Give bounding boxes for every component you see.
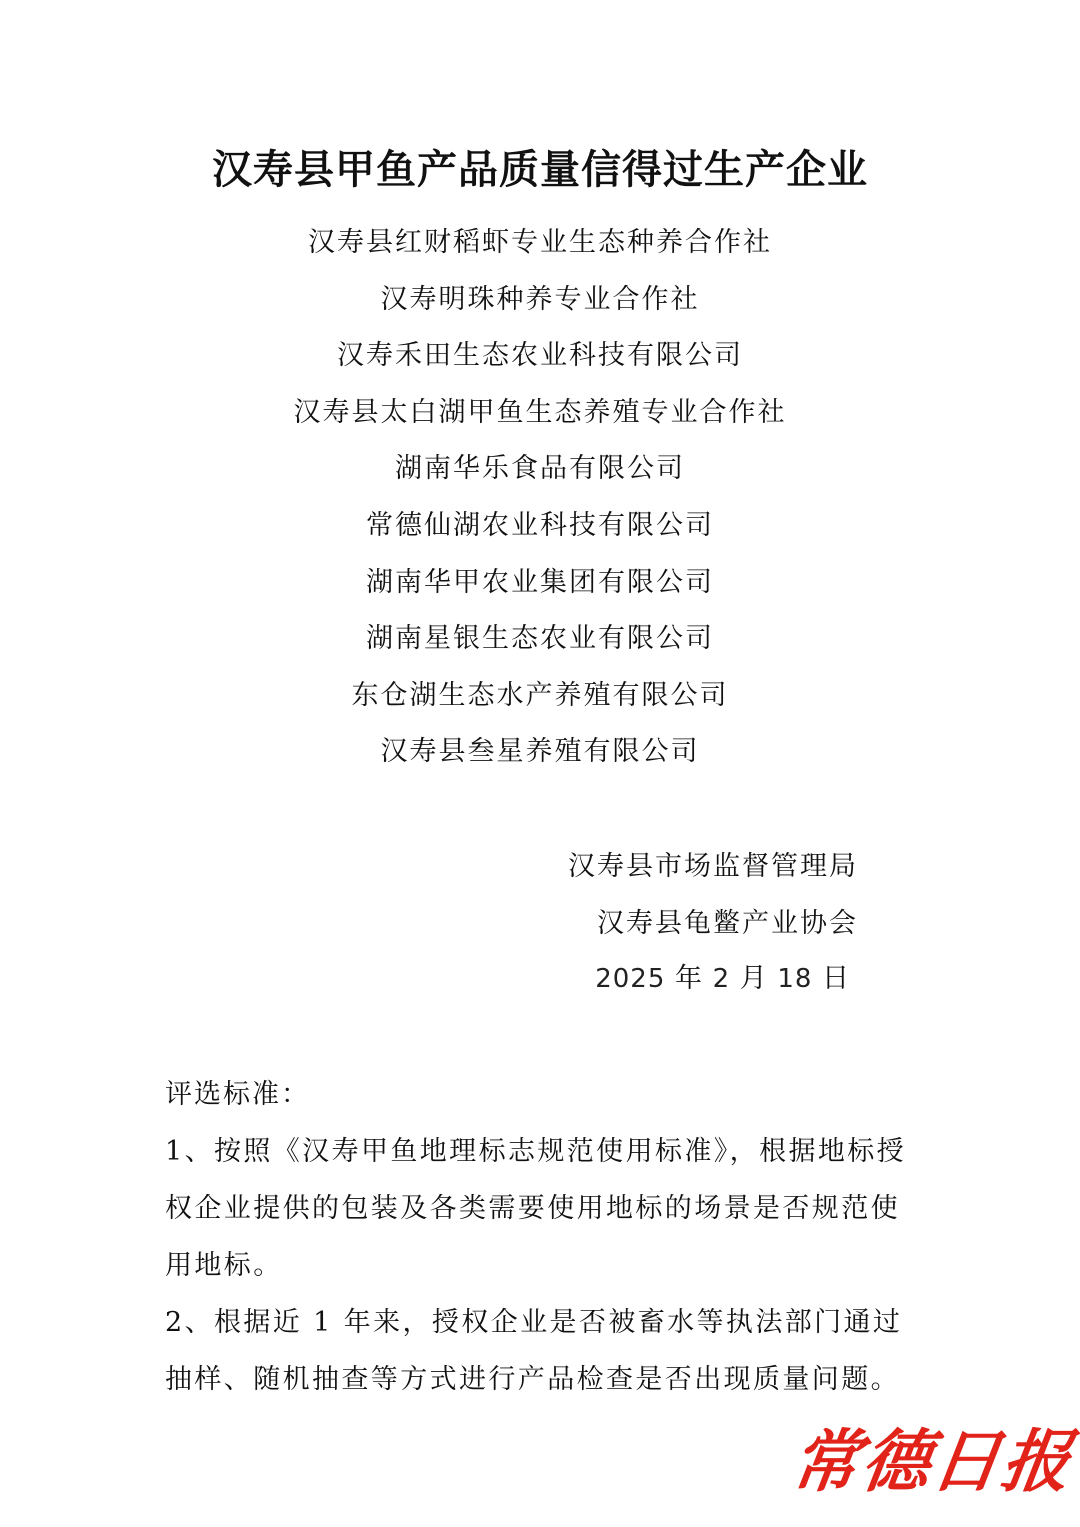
company-item: 汉寿明珠种养专业合作社 <box>380 283 700 315</box>
issuer-block <box>568 838 858 952</box>
company-item: 湖南星银生态农业有限公司 <box>366 623 714 655</box>
selection-criteria <box>165 1066 920 1408</box>
changde-daily-logo <box>786 1412 1078 1512</box>
company-item: 汉寿禾田生态农业科技有限公司 <box>337 340 743 372</box>
company-item: 湖南华甲农业集团有限公司 <box>366 566 714 598</box>
issuer-market-regulation: 汉寿县市场监督管理局 <box>568 851 858 882</box>
issuer-turtle-association: 汉寿县龟鳖产业协会 <box>597 908 858 939</box>
date-month-unit: 月 <box>739 963 768 994</box>
logo-text: 常德日报 <box>786 1422 1078 1502</box>
company-item: 湖南华乐食品有限公司 <box>395 453 685 485</box>
company-item: 汉寿县红财稻虾专业生态种养合作社 <box>308 227 772 258</box>
criteria-item: 1、按照《汉寿甲鱼地理标志规范使用标准》，根据地标授权企业提供的包装及各类需要使用地标的场景是否规范使用地标。 <box>165 1136 907 1281</box>
company-item: 汉寿县叁星养殖有限公司 <box>380 736 700 768</box>
date-year: 2025 <box>595 964 666 994</box>
company-item: 东仓湖生态水产养殖有限公司 <box>351 679 729 711</box>
criteria-item: 2、根据近 1 年来，授权企业是否被畜水等执法部门通过抽样、随机抽查等方式进行产品检查是否出现质量问题。 <box>165 1307 903 1395</box>
date-day-unit: 日 <box>822 963 850 994</box>
document-title: 汉寿县甲鱼产品质量信得过生产企业 <box>212 146 868 193</box>
issue-date <box>595 950 850 1007</box>
date-year-unit: 年 <box>674 963 703 994</box>
criteria-heading: 评选标准： <box>165 1079 310 1110</box>
company-list <box>0 215 1080 781</box>
date-month: 2 <box>712 964 731 994</box>
date-day: 18 <box>777 964 813 994</box>
company-item: 常德仙湖农业科技有限公司 <box>366 509 714 541</box>
company-item: 汉寿县太白湖甲鱼生态养殖专业合作社 <box>293 396 787 428</box>
